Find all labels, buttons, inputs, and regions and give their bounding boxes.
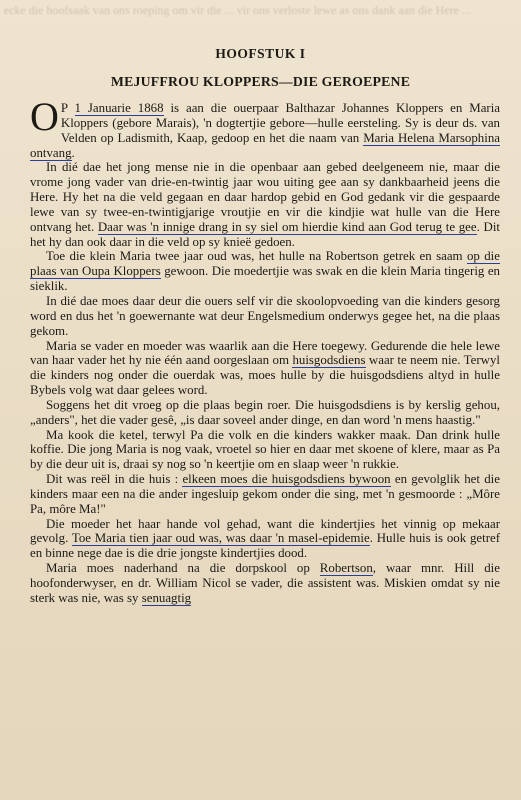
text-run: In dié dae het jong mense nie in die openbaar aan gebed deelgeneem nie, maar die vrome jong vader van drie-en-twintig jaar wou uiting gee aan sy dankbaarheid jeens die Here. Hy het na die veld gegaan en daar hardop gebid en God gedank vir die gespaarde lewe van sy twee-en-twintigjarige vroutjie en vir die kindjie wat hulle van die Here ontvang het. xyxy=(30,160,500,234)
text-run: Die moeder het haar hande vol gehad, want die kindertjies het vinnig op mekaar gevolg. xyxy=(30,516,500,546)
underlined-phrase: Robertson xyxy=(319,561,373,576)
paragraph xyxy=(30,249,500,294)
text-run: Ma kook die ketel, terwyl Pa die volk en die kinders wakker maak. Dan drink hulle koffie. Die jong Maria is nog vaak, vroetel so hier en daar met skoene of klere, maar as Pa by die deur uit is, draai sy nog so 'n keertjie om en slaap weer 'n rukkie. xyxy=(30,427,500,472)
text-run: . Hulle huis is ook getref en binne nege dae is die drie jongste kindertjies dood. xyxy=(30,531,501,561)
text-run: . xyxy=(71,145,75,160)
paragraph xyxy=(30,472,500,517)
underlined-phrase: Daar was 'n innige drang in sy siel om hierdie kind aan God terug te gee xyxy=(97,219,477,234)
text-run: Dit was reël in die huis : xyxy=(46,472,183,487)
text-run: In dié dae moes daar deur die ouers self vir die skoolopvoeding van die kinders gesorg word en dus het 'n goewernante wat deur Engelsmedium onderwys gegee het, na die plaas gekom. xyxy=(30,293,500,338)
text-run: Maria se vader en moeder was waarlik aan die Here toegewy. Gedurende die hele lewe van haar vader het hy nie één aand oorgeslaan om xyxy=(30,338,500,368)
underlined-phrase: Maria Helena Marsophina ontvang xyxy=(30,130,500,160)
paragraph xyxy=(30,339,500,398)
paragraph xyxy=(30,294,500,339)
text-run: P xyxy=(60,101,75,115)
underlined-phrase: huisgodsdiens xyxy=(292,353,366,368)
underlined-phrase: senuagtig xyxy=(141,590,192,605)
text-run: Maria moes naderhand na die dorpskool op xyxy=(46,561,320,576)
text-run: Toe die klein Maria twee jaar oud was, het hulle na Robertson getrek en saam xyxy=(46,249,467,264)
body-text xyxy=(30,94,501,606)
bleed-through-text: ecke die hoofsaak van ons roeping om vir die ... vir ons verloste lewe as ons dank aan die Here ... xyxy=(3,3,471,17)
paragraph xyxy=(30,428,500,473)
text-run: en gevolglik het die kinders maar een na die ander ingesluip gekom onder die sing, met 'n gesmoorde : „Môre Pa, môre Ma!" xyxy=(30,472,500,516)
text-run: Soggens het dit vroeg op die plaas begin roer. Die huisgodsdiens is by kerslig gehou, „anders", het die vader gesê, „is daar soveel ander dinge, en dan word 'n mens haastig." xyxy=(30,397,500,427)
text-run: , waar mnr. Hill die hoofonderwyser, en dr. William Nicol se vader, die assistent was. Miskien omdat sy nie sterk was nie, was sy xyxy=(30,561,500,605)
chapter-heading: HOOFSTUK I xyxy=(215,46,306,61)
text-run: gewoon. Die moedertjie was swak en die klein Maria tingerig en sieklik. xyxy=(30,264,500,294)
text-run: waar te neem nie. Terwyl die kinders nog onder die ouerdak was, moes hulle by die huisgodsdiens altyd in hulle Bybels volg wat daar gelees word. xyxy=(30,353,500,398)
chapter-title: MEJUFFROU KLOPPERS—DIE GEROEPENE xyxy=(110,74,411,89)
paragraph xyxy=(30,398,500,428)
text-run: is aan die ouerpaar Balthazar Johannes Kloppers en Maria Kloppers (gebore Marais), 'n dogtertjie gebore—hulle eersteling. Sy is deur ds. van Velden op Ladismith, Kaap, gedoop en het die naam van xyxy=(60,101,501,145)
underlined-phrase: op die plaas van Oupa Kloppers xyxy=(30,249,500,279)
underlined-phrase: Toe Maria tien jaar oud was, was daar 'n masel-epidemie xyxy=(71,531,370,546)
paragraph xyxy=(30,561,500,606)
underlined-phrase: elkeen moes die huisgodsdiens bywoon xyxy=(182,472,391,487)
paragraph xyxy=(30,94,501,160)
paragraph xyxy=(30,517,500,562)
text-run: . Dit het hy dan ook daar in die veld op sy knieë gedoen. xyxy=(30,219,501,249)
paragraph xyxy=(30,160,500,249)
underlined-phrase: 1 Januarie 1868 xyxy=(74,101,164,115)
drop-cap: O xyxy=(30,94,59,139)
